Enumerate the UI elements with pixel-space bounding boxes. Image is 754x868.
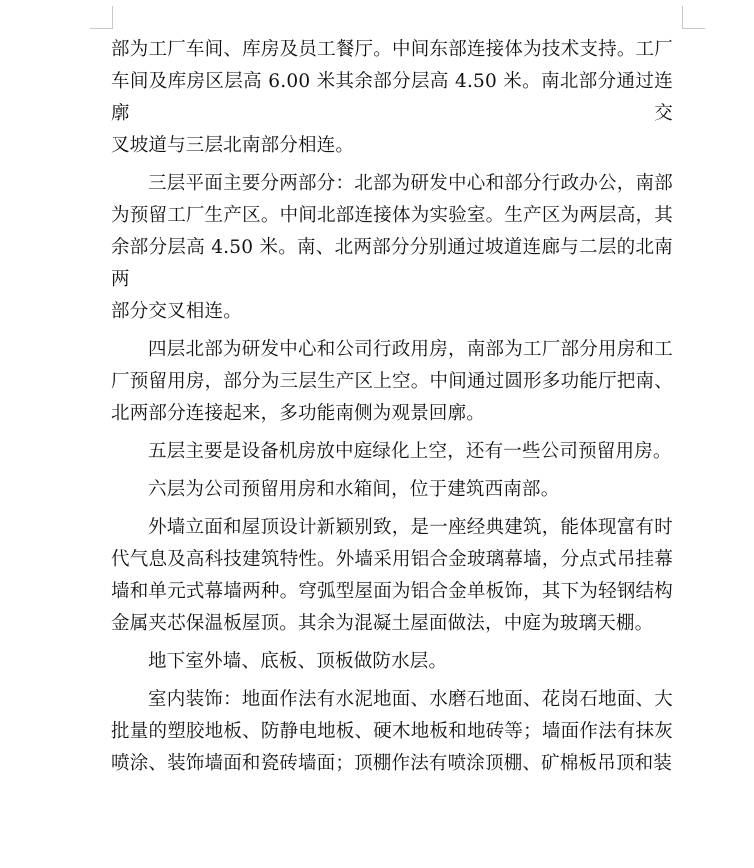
paragraph-line: 叉坡道与三层北南部分相连。 — [111, 135, 355, 156]
paragraph-line: 厂预留用房，部分为三层生产区上空。中间通过圆形多功能厅把南、 — [111, 371, 673, 392]
paragraph-line: 批量的塑胶地板、防静电地板、硬木地板和地砖等；墙面作法有抹灰 — [111, 721, 673, 742]
paragraph-line: 部分交叉相连。 — [111, 301, 242, 322]
paragraph — [111, 334, 673, 430]
paragraph-line: 三层平面主要分两部分：北部为研发中心和部分行政办公，南部 — [148, 173, 673, 194]
paragraph — [111, 474, 673, 506]
paragraph — [111, 512, 673, 640]
margin-corner-mark-top-left — [90, 6, 113, 29]
paragraph-line: 室内装饰：地面作法有水泥地面、水磨石地面、花岗石地面、大 — [148, 689, 673, 710]
paragraph — [111, 168, 673, 328]
document-body[interactable] — [111, 34, 673, 786]
margin-corner-mark-top-right — [682, 6, 705, 29]
paragraph — [111, 34, 673, 162]
paragraph-line: 地下室外墙、底板、顶板做防水层。 — [148, 651, 448, 672]
paragraph-line: 六层为公司预留用房和水箱间，位于建筑西南部。 — [148, 479, 560, 500]
paragraph-line: 四层北部为研发中心和公司行政用房，南部为工厂部分用房和工 — [148, 339, 673, 360]
paragraph-line: 北两部分连接起来，多功能南侧为观景回廓。 — [111, 403, 486, 424]
paragraph-line: 喷涂、装饰墙面和瓷砖墙面；顶棚作法有喷涂顶棚、矿棉板吊顶和装 — [111, 753, 673, 774]
paragraph-line: 为预留工厂生产区。中间北部连接体为实验室。生产区为两层高，其 — [111, 205, 673, 226]
paragraph — [111, 646, 673, 678]
paragraph-line: 五层主要是设备机房放中庭绿化上空，还有一些公司预留用房。 — [148, 441, 672, 462]
paragraph-line: 金属夹芯保温板屋顶。其余为混凝土屋面做法，中庭为玻璃天棚。 — [111, 613, 654, 634]
paragraph-line: 外墙立面和屋顶设计新颖别致，是一座经典建筑，能体现富有时 — [148, 517, 673, 538]
paragraph — [111, 684, 673, 780]
paragraph-line: 部为工厂车间、库房及员工餐厅。中间东部连接体为技术支持。工厂 — [111, 39, 673, 60]
paragraph-line: 车间及库房区层高 6.00 米其余部分层高 4.50 米。南北部分通过连廓交 — [111, 71, 673, 124]
paragraph-line: 代气息及高科技建筑特性。外墙采用铝合金玻璃幕墙，分点式吊挂幕 — [111, 549, 673, 570]
paragraph-line: 墙和单元式幕墙两种。穹弧型屋面为铝合金单板饰，其下为轻钢结构 — [111, 581, 673, 602]
paragraph-line: 余部分层高 4.50 米。南、北两部分分别通过坡道连廊与二层的北南两 — [111, 237, 673, 290]
paragraph — [111, 436, 673, 468]
